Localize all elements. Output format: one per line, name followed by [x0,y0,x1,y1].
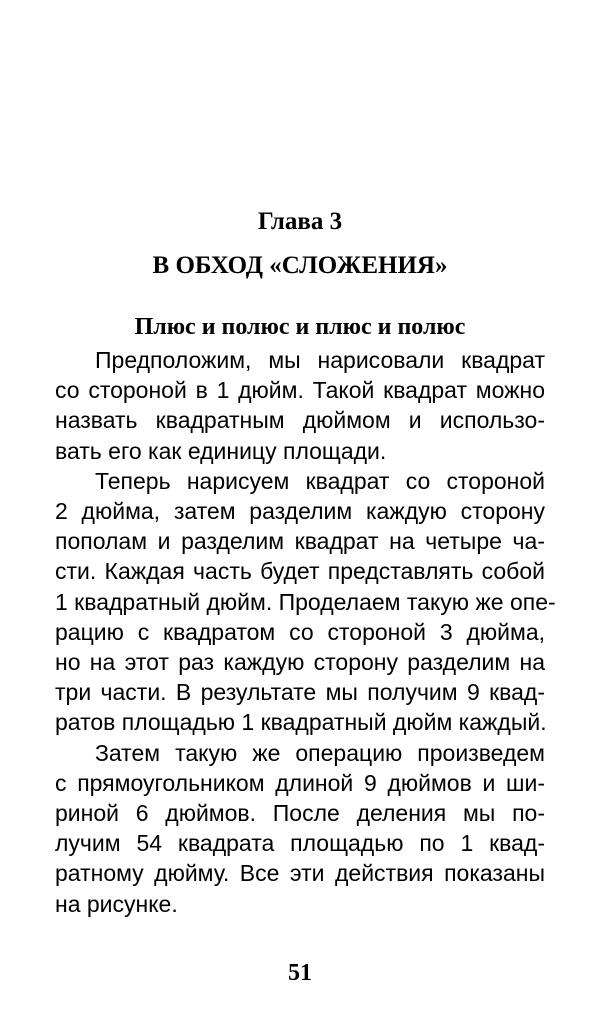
paragraph-3 [55,738,545,919]
text-line: вать его как единицу площади. [55,437,387,464]
text-line: Теперь нарисуем квадрат со стороной [95,467,545,494]
section-title: Плюс и полюс и плюс и полюс [134,314,466,340]
text-line: но на этот раз каждую сторону разделим на [55,649,545,676]
text-line: со стороной в 1 дюйм. Такой квадрат можно [55,377,545,404]
text-line: Предположим, мы нарисовали квадрат [95,347,545,373]
text-line: пополам и разделим квадрат на четыре ча- [55,528,545,555]
text-line: три части. В результате мы получим 9 квад- [55,679,545,706]
text-line: сти. Каждая часть будет представлять собой [55,558,545,585]
paragraph-1 [55,345,545,466]
chapter-number: Глава 3 [257,208,343,235]
text-line: Затем такую же операцию произведем [95,739,545,766]
page-number: 51 [288,960,312,986]
text-line: лучим 54 квадрата площадью по 1 квад- [55,830,545,857]
text-line: 1 квадратный дюйм. Проделаем такую же опе- [55,588,556,615]
text-line: ратов площадью 1 квадратный дюйм каждый. [55,709,547,736]
chapter-title: В ОБХОД «СЛОЖЕНИЯ» [152,252,448,279]
text-line: на рисунке. [55,890,178,917]
body-text [55,345,556,919]
text-line: с прямоугольником длиной 9 дюймов и ши- [55,769,545,796]
paragraph-2 [55,466,556,738]
text-line: 2 дюйма, затем разделим каждую сторону [55,498,545,525]
text-line: рацию с квадратом со стороной 3 дюйма, [55,618,545,645]
text-line: риной 6 дюймов. После деления мы по- [55,800,545,827]
text-line: назвать квадратным дюймом и использо- [55,407,545,434]
text-line: ратному дюйму. Все эти действия показаны [55,860,545,887]
